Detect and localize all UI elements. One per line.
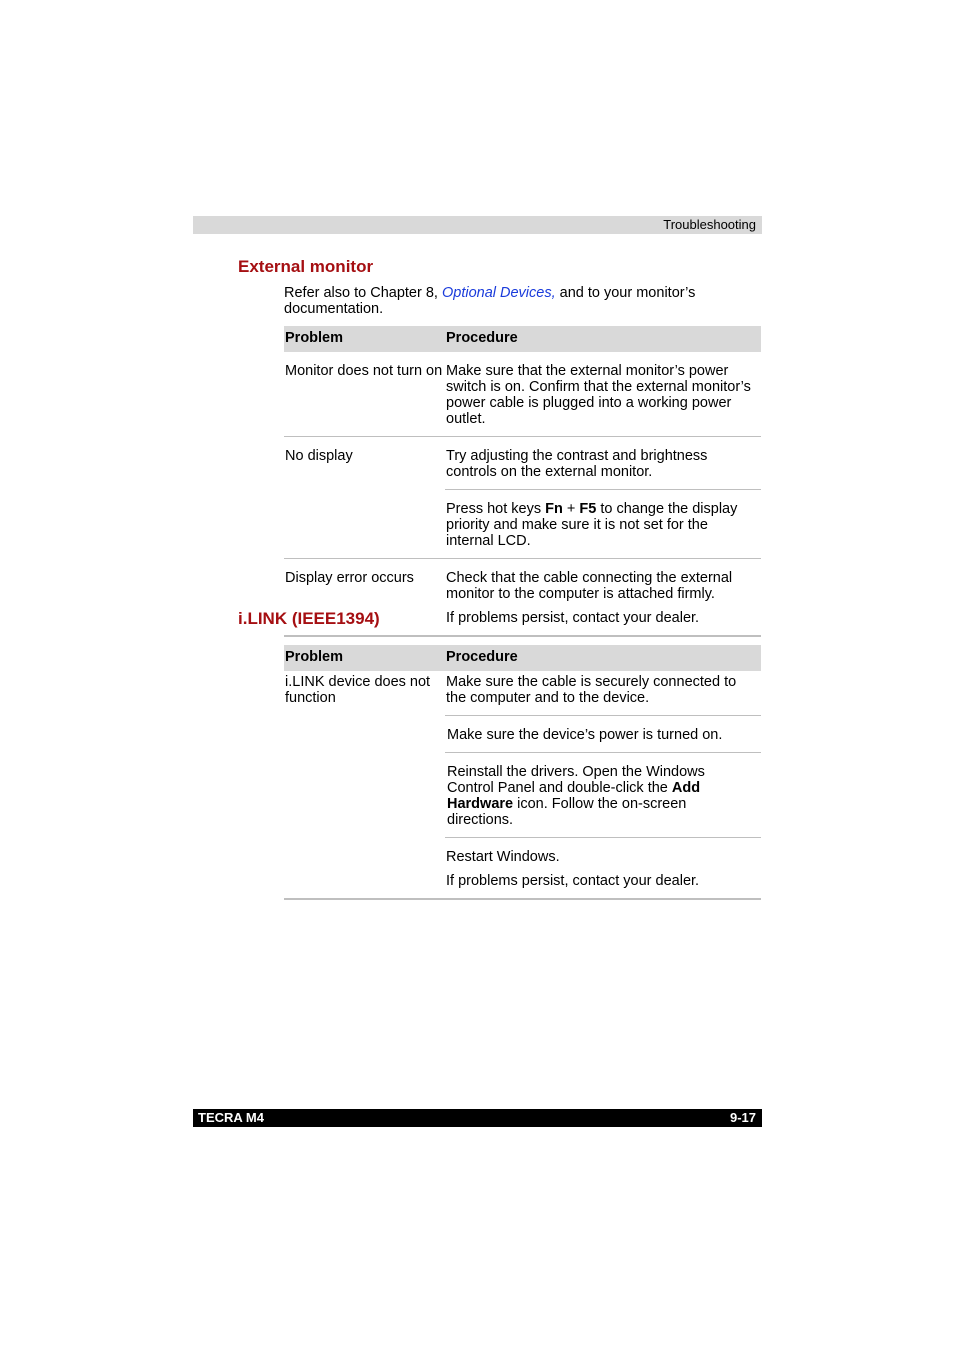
header-title: Troubleshooting — [663, 217, 756, 232]
procedure-step: If problems persist, contact your dealer. — [446, 610, 700, 626]
footer-page-number: 9-17 — [729, 1110, 756, 1125]
problem-cell: Monitor does not turn on — [284, 352, 445, 437]
running-header — [193, 216, 762, 234]
procedure-cell — [445, 437, 761, 559]
table-header-row — [284, 645, 761, 671]
section-intro — [284, 285, 754, 317]
procedure-step: If problems persist, contact your dealer. — [446, 873, 700, 889]
procedure-step: Make sure that the external monitor’s power switch is on. Confirm that the external monitor’s power cable is plugged into a working power outlet. — [446, 363, 751, 427]
step-text: Reinstall the drivers. Open the Windows Control Panel and double-click the — [447, 764, 705, 796]
add-hardware-label: Add Hardware — [447, 780, 701, 812]
intro-prefix: Refer also to Chapter 8, — [284, 285, 442, 301]
table-header-row — [284, 326, 761, 352]
key-f5: F5 — [579, 501, 597, 517]
ilink-table — [284, 645, 761, 900]
column-header-procedure: Procedure — [445, 326, 761, 352]
external-monitor-table — [284, 326, 761, 637]
running-footer — [193, 1109, 762, 1127]
step-text: Press hot keys — [446, 501, 546, 517]
column-header-procedure: Procedure — [445, 645, 761, 671]
step-text: icon. Follow the on-screen directions. — [447, 796, 687, 828]
procedure-cell — [445, 559, 761, 637]
column-header-problem: Problem — [284, 326, 445, 352]
procedure-step: Make sure the cable is securely connected to the computer and to the device. — [445, 671, 761, 716]
procedure-step — [445, 490, 761, 558]
problem-cell: No display — [284, 437, 445, 559]
table-row — [284, 352, 761, 437]
procedure-step: Try adjusting the contrast and brightness controls on the external monitor. — [445, 437, 761, 490]
table-row — [284, 437, 761, 559]
optional-devices-link[interactable]: Optional Devices, — [441, 285, 556, 301]
procedure-step: Restart Windows. — [446, 849, 560, 865]
key-fn: Fn — [545, 501, 563, 517]
procedure-step — [445, 753, 761, 838]
step-text: + — [562, 501, 580, 517]
section-title-ilink: i.LINK (IEEE1394) — [238, 609, 380, 628]
procedure-cell — [445, 671, 761, 899]
step-text: to change the display priority and make sure it is not set for the internal LCD. — [446, 501, 738, 549]
intro-suffix: and to your monitor’s documentation. — [284, 285, 696, 317]
problem-cell: i.LINK device does not function — [284, 671, 445, 899]
procedure-step: Check that the cable connecting the external monitor to the computer is attached firmly. — [446, 570, 733, 602]
section-title-external-monitor: External monitor — [238, 257, 374, 276]
procedure-cell — [445, 352, 761, 437]
column-header-problem: Problem — [284, 645, 445, 671]
footer-model: TECRA M4 — [198, 1110, 264, 1125]
procedure-step: Make sure the device’s power is turned on. — [445, 716, 761, 753]
problem-cell: Display error occurs — [284, 559, 445, 637]
table-row — [284, 671, 761, 899]
